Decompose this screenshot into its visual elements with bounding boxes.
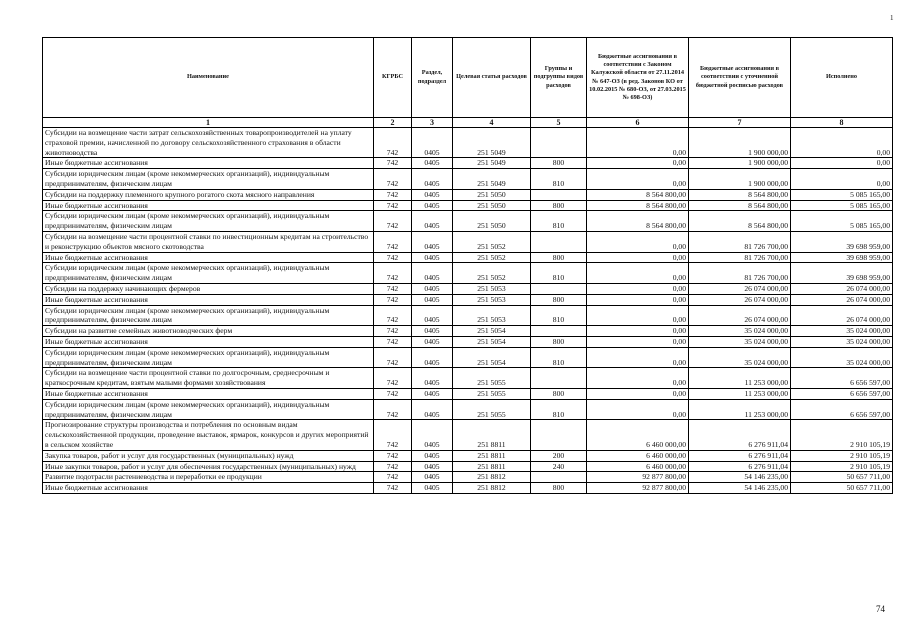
row-executed: 50 657 711,00	[791, 472, 893, 483]
table-row	[43, 347, 893, 368]
table-row	[43, 326, 893, 337]
row-name: Иные бюджетные ассигнования	[43, 483, 374, 494]
table-row	[43, 294, 893, 305]
row-budget-refined: 81 726 700,00	[689, 231, 791, 252]
row-budget-law: 0,00	[587, 158, 689, 169]
row-name: Прогнозирование структуры производства и потребления по основным видам сельскохозяйственной продукции, проведение выставок, ярмарок, конкурсов и других мероприятий в сельском хозяйстве	[43, 420, 374, 450]
row-kgrbs: 742	[374, 252, 412, 263]
row-target: 251 5053	[453, 305, 531, 326]
row-target: 251 5052	[453, 263, 531, 284]
table-row	[43, 461, 893, 472]
row-budget-law: 0,00	[587, 336, 689, 347]
row-kgrbs: 742	[374, 399, 412, 420]
row-budget-refined: 35 024 000,00	[689, 326, 791, 337]
row-name: Иные бюджетные ассигнования	[43, 388, 374, 399]
row-name: Субсидии на поддержку племенного крупного рогатого скота мясного направления	[43, 189, 374, 200]
row-name: Субсидии на возмещение части затрат сельскохозяйственных товаропроизводителей на уплату страховой премии, начисленной по договору сельскохозяйственного страхования в области животноводства	[43, 128, 374, 158]
row-kgrbs: 742	[374, 169, 412, 190]
row-section: 0405	[412, 263, 453, 284]
row-budget-refined: 1 900 000,00	[689, 128, 791, 158]
row-group: 800	[531, 200, 587, 211]
row-section: 0405	[412, 169, 453, 190]
row-group	[531, 326, 587, 337]
row-section: 0405	[412, 336, 453, 347]
row-budget-law: 6 460 000,00	[587, 450, 689, 461]
row-budget-refined: 1 900 000,00	[689, 169, 791, 190]
row-budget-law: 0,00	[587, 368, 689, 389]
page-number: 74	[876, 604, 885, 614]
column-number: 7	[689, 118, 791, 128]
column-number: 5	[531, 118, 587, 128]
row-budget-law: 92 877 800,00	[587, 472, 689, 483]
row-target: 251 5055	[453, 388, 531, 399]
row-name: Субсидии на возмещение части процентной ставки по инвестиционным кредитам на строительство и реконструкцию объектов мясного скотоводства	[43, 231, 374, 252]
table-row	[43, 420, 893, 450]
row-executed: 5 085 165,00	[791, 200, 893, 211]
row-name: Развитие подотрасли растениеводства и переработки ее продукции	[43, 472, 374, 483]
table-row	[43, 128, 893, 158]
row-kgrbs: 742	[374, 461, 412, 472]
row-kgrbs: 742	[374, 128, 412, 158]
row-budget-law: 0,00	[587, 399, 689, 420]
table-row	[43, 305, 893, 326]
row-executed: 6 656 597,00	[791, 368, 893, 389]
row-budget-refined: 54 146 235,00	[689, 472, 791, 483]
row-executed: 26 074 000,00	[791, 283, 893, 294]
row-budget-law: 8 564 800,00	[587, 211, 689, 232]
row-target: 251 8812	[453, 483, 531, 494]
row-executed: 26 074 000,00	[791, 305, 893, 326]
table-row	[43, 450, 893, 461]
row-kgrbs: 742	[374, 388, 412, 399]
row-section: 0405	[412, 326, 453, 337]
row-section: 0405	[412, 294, 453, 305]
row-kgrbs: 742	[374, 336, 412, 347]
row-name: Субсидии на возмещение части процентной ставки по долгосрочным, среднесрочным и краткосрочным кредитам, взятым малыми формами хозяйствования	[43, 368, 374, 389]
row-group	[531, 472, 587, 483]
row-executed: 2 910 105,19	[791, 461, 893, 472]
header-budget-refined: Бюджетные ассигнования в соответствии с уточненной бюджетной росписью расходов	[689, 38, 791, 118]
row-name: Иные закупки товаров, работ и услуг для обеспечения государственных (муниципальных) нужд	[43, 461, 374, 472]
table-row	[43, 472, 893, 483]
row-budget-law: 0,00	[587, 263, 689, 284]
row-executed: 35 024 000,00	[791, 347, 893, 368]
row-group: 800	[531, 158, 587, 169]
row-group: 200	[531, 450, 587, 461]
row-section: 0405	[412, 420, 453, 450]
row-target: 251 5050	[453, 200, 531, 211]
row-kgrbs: 742	[374, 211, 412, 232]
row-executed: 26 074 000,00	[791, 294, 893, 305]
row-executed: 6 656 597,00	[791, 399, 893, 420]
row-section: 0405	[412, 368, 453, 389]
row-kgrbs: 742	[374, 420, 412, 450]
header-executed: Исполнено	[791, 38, 893, 118]
column-number: 4	[453, 118, 531, 128]
row-executed: 50 657 711,00	[791, 483, 893, 494]
table-body	[43, 128, 893, 494]
table-row	[43, 200, 893, 211]
row-section: 0405	[412, 388, 453, 399]
row-group: 800	[531, 252, 587, 263]
row-budget-law: 0,00	[587, 388, 689, 399]
row-budget-refined: 8 564 800,00	[689, 200, 791, 211]
row-target: 251 8811	[453, 450, 531, 461]
row-budget-refined: 11 253 000,00	[689, 368, 791, 389]
row-budget-law: 0,00	[587, 294, 689, 305]
row-budget-law: 92 877 800,00	[587, 483, 689, 494]
row-budget-law: 0,00	[587, 305, 689, 326]
row-group: 810	[531, 305, 587, 326]
row-section: 0405	[412, 200, 453, 211]
column-number: 2	[374, 118, 412, 128]
row-budget-law: 0,00	[587, 252, 689, 263]
table-row	[43, 211, 893, 232]
row-kgrbs: 742	[374, 231, 412, 252]
row-budget-refined: 8 564 800,00	[689, 189, 791, 200]
table-row	[43, 399, 893, 420]
header-kgrbs: КГРБС	[374, 38, 412, 118]
column-number: 8	[791, 118, 893, 128]
row-executed: 0,00	[791, 128, 893, 158]
row-budget-law: 6 460 000,00	[587, 420, 689, 450]
row-budget-law: 0,00	[587, 347, 689, 368]
row-kgrbs: 742	[374, 189, 412, 200]
row-budget-refined: 6 276 911,04	[689, 461, 791, 472]
corner-mark: 1	[890, 14, 894, 22]
row-executed: 5 085 165,00	[791, 211, 893, 232]
row-target: 251 5049	[453, 169, 531, 190]
row-section: 0405	[412, 158, 453, 169]
row-group: 810	[531, 399, 587, 420]
table-row	[43, 252, 893, 263]
row-group	[531, 189, 587, 200]
budget-table	[42, 37, 893, 494]
row-executed: 0,00	[791, 158, 893, 169]
row-name: Субсидии юридическим лицам (кроме некоммерческих организаций), индивидуальным предпринимателям, физическим лицам	[43, 211, 374, 232]
row-name: Субсидии юридическим лицам (кроме некоммерческих организаций), индивидуальным предпринимателям, физическим лицам	[43, 169, 374, 190]
row-group: 800	[531, 483, 587, 494]
row-name: Субсидии юридическим лицам (кроме некоммерческих организаций), индивидуальным предпринимателям, физическим лицам	[43, 347, 374, 368]
row-section: 0405	[412, 189, 453, 200]
row-budget-refined: 6 276 911,04	[689, 450, 791, 461]
row-executed: 6 656 597,00	[791, 388, 893, 399]
row-group	[531, 128, 587, 158]
row-target: 251 5054	[453, 336, 531, 347]
row-kgrbs: 742	[374, 294, 412, 305]
row-target: 251 5049	[453, 158, 531, 169]
row-section: 0405	[412, 483, 453, 494]
table-header-row	[43, 38, 893, 118]
row-budget-refined: 81 726 700,00	[689, 252, 791, 263]
row-name: Иные бюджетные ассигнования	[43, 252, 374, 263]
row-name: Субсидии юридическим лицам (кроме некоммерческих организаций), индивидуальным предпринимателям, физическим лицам	[43, 263, 374, 284]
row-target: 251 8812	[453, 472, 531, 483]
header-target: Целевая статья расходов	[453, 38, 531, 118]
row-target: 251 5054	[453, 347, 531, 368]
row-kgrbs: 742	[374, 472, 412, 483]
column-number: 1	[43, 118, 374, 128]
row-group: 800	[531, 336, 587, 347]
row-group	[531, 283, 587, 294]
row-section: 0405	[412, 283, 453, 294]
row-target: 251 5053	[453, 283, 531, 294]
row-kgrbs: 742	[374, 305, 412, 326]
row-budget-refined: 1 900 000,00	[689, 158, 791, 169]
row-budget-refined: 11 253 000,00	[689, 388, 791, 399]
row-group	[531, 368, 587, 389]
row-section: 0405	[412, 128, 453, 158]
row-section: 0405	[412, 305, 453, 326]
row-executed: 35 024 000,00	[791, 326, 893, 337]
header-budget-law: Бюджетные ассигнования в соответствии с Законом Калужской области от 27.11.2014 № 647-ОЗ (в ред. Законов КО от 10.02.2015 № 680-ОЗ, от 27.03.2015 № 698-ОЗ)	[587, 38, 689, 118]
row-budget-refined: 8 564 800,00	[689, 211, 791, 232]
row-name: Иные бюджетные ассигнования	[43, 158, 374, 169]
row-executed: 2 910 105,19	[791, 450, 893, 461]
row-section: 0405	[412, 472, 453, 483]
table-row	[43, 158, 893, 169]
row-executed: 5 085 165,00	[791, 189, 893, 200]
row-group: 240	[531, 461, 587, 472]
row-group: 810	[531, 169, 587, 190]
row-budget-refined: 6 276 911,04	[689, 420, 791, 450]
row-target: 251 5049	[453, 128, 531, 158]
row-target: 251 8811	[453, 461, 531, 472]
row-name: Субсидии юридическим лицам (кроме некоммерческих организаций), индивидуальным предпринимателям, физическим лицам	[43, 305, 374, 326]
table-row	[43, 169, 893, 190]
row-kgrbs: 742	[374, 326, 412, 337]
table-row	[43, 231, 893, 252]
row-section: 0405	[412, 211, 453, 232]
row-executed: 39 698 959,00	[791, 252, 893, 263]
row-target: 251 5055	[453, 368, 531, 389]
row-name: Субсидии юридическим лицам (кроме некоммерческих организаций), индивидуальным предпринимателям, физическим лицам	[43, 399, 374, 420]
row-section: 0405	[412, 450, 453, 461]
row-group: 810	[531, 263, 587, 284]
row-budget-law: 0,00	[587, 169, 689, 190]
row-executed: 0,00	[791, 169, 893, 190]
row-budget-refined: 35 024 000,00	[689, 336, 791, 347]
row-group: 800	[531, 294, 587, 305]
table-row	[43, 336, 893, 347]
row-target: 251 8811	[453, 420, 531, 450]
row-budget-law: 0,00	[587, 231, 689, 252]
header-section: Раздел, подраздел	[412, 38, 453, 118]
table-row	[43, 189, 893, 200]
row-target: 251 5052	[453, 231, 531, 252]
row-executed: 39 698 959,00	[791, 263, 893, 284]
table-row	[43, 283, 893, 294]
column-number: 6	[587, 118, 689, 128]
row-kgrbs: 742	[374, 283, 412, 294]
row-executed: 2 910 105,19	[791, 420, 893, 450]
row-section: 0405	[412, 252, 453, 263]
row-budget-refined: 11 253 000,00	[689, 399, 791, 420]
table-row	[43, 368, 893, 389]
row-budget-law: 8 564 800,00	[587, 200, 689, 211]
table-row	[43, 388, 893, 399]
row-name: Субсидии на поддержку начинающих фермеров	[43, 283, 374, 294]
row-section: 0405	[412, 231, 453, 252]
row-executed: 39 698 959,00	[791, 231, 893, 252]
row-budget-law: 0,00	[587, 326, 689, 337]
row-target: 251 5050	[453, 211, 531, 232]
row-executed: 35 024 000,00	[791, 336, 893, 347]
row-budget-refined: 35 024 000,00	[689, 347, 791, 368]
row-target: 251 5052	[453, 252, 531, 263]
row-group	[531, 420, 587, 450]
row-budget-refined: 26 074 000,00	[689, 283, 791, 294]
row-budget-law: 0,00	[587, 128, 689, 158]
column-number-row	[43, 118, 893, 128]
row-target: 251 5054	[453, 326, 531, 337]
row-budget-law: 0,00	[587, 283, 689, 294]
row-group: 810	[531, 347, 587, 368]
row-budget-law: 8 564 800,00	[587, 189, 689, 200]
row-budget-law: 6 460 000,00	[587, 461, 689, 472]
row-kgrbs: 742	[374, 263, 412, 284]
row-section: 0405	[412, 347, 453, 368]
row-group: 800	[531, 388, 587, 399]
row-group	[531, 231, 587, 252]
row-name: Иные бюджетные ассигнования	[43, 336, 374, 347]
row-budget-refined: 26 074 000,00	[689, 294, 791, 305]
row-kgrbs: 742	[374, 200, 412, 211]
row-group: 810	[531, 211, 587, 232]
table-row	[43, 263, 893, 284]
row-kgrbs: 742	[374, 450, 412, 461]
row-section: 0405	[412, 461, 453, 472]
row-section: 0405	[412, 399, 453, 420]
column-number: 3	[412, 118, 453, 128]
row-budget-refined: 54 146 235,00	[689, 483, 791, 494]
row-budget-refined: 81 726 700,00	[689, 263, 791, 284]
header-name: Наименование	[43, 38, 374, 118]
row-target: 251 5055	[453, 399, 531, 420]
row-name: Иные бюджетные ассигнования	[43, 200, 374, 211]
row-name: Иные бюджетные ассигнования	[43, 294, 374, 305]
row-target: 251 5050	[453, 189, 531, 200]
header-groups: Группы и подгруппы видов расходов	[531, 38, 587, 118]
row-kgrbs: 742	[374, 483, 412, 494]
row-kgrbs: 742	[374, 347, 412, 368]
row-name: Закупка товаров, работ и услуг для государственных (муниципальных) нужд	[43, 450, 374, 461]
row-kgrbs: 742	[374, 368, 412, 389]
row-target: 251 5053	[453, 294, 531, 305]
row-budget-refined: 26 074 000,00	[689, 305, 791, 326]
table-row	[43, 483, 893, 494]
row-kgrbs: 742	[374, 158, 412, 169]
row-name: Субсидии на развитие семейных животноводческих ферм	[43, 326, 374, 337]
